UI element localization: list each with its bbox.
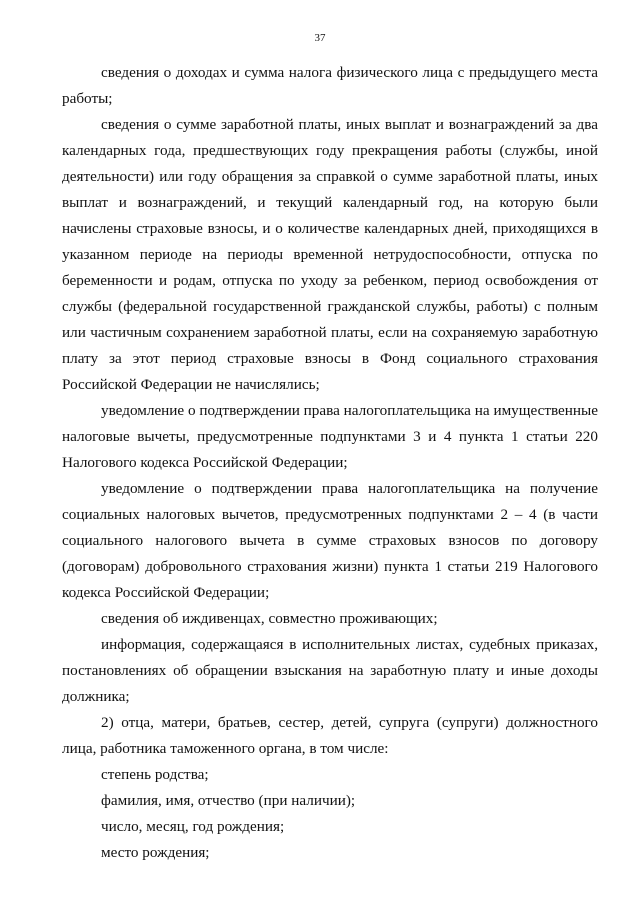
paragraph-birth-place: место рождения; [101, 844, 210, 861]
paragraph-birth-date: число, месяц, год рождения; [101, 818, 285, 835]
paragraph-property-deduction-notice: уведомление о подтверждении права налогоплательщика на имущественные налоговые вычеты, предусмотренные подпунктами 3 и 4 пункта 1 статьи 220 Налогового кодекса Российской Федерации; [62, 402, 598, 471]
paragraph-social-deduction-notice: уведомление о подтверждении права налогоплательщика на получение социальных налоговых вычетов, предусмотренных подпунктами 2 – 4 (в части социального налогового вычета в сумме страховых взносов по договору (договорам) добровольного страхования жизни) пункта 1 статьи 219 Налогового кодекса Российской Федерации; [62, 480, 598, 601]
document-body [62, 60, 598, 866]
paragraph-relatives-heading: 2) отца, матери, братьев, сестер, детей, супруга (супруги) должностного лица, работника таможенного органа, в том числе: [62, 714, 598, 757]
paragraph-enforcement-documents: информация, содержащаяся в исполнительных листах, судебных приказах, постановлениях об обращении взыскания на заработную плату и иные доходы должника; [62, 636, 598, 705]
paragraph-income-previous-job: сведения о доходах и сумма налога физического лица с предыдущего места работы; [62, 64, 598, 107]
paragraph-salary-information: сведения о сумме заработной платы, иных выплат и вознаграждений за два календарных года, предшествующих году прекращения работы (службы, иной деятельности) или году обращения за справкой о сумме заработной платы, иных выплат и вознаграждений, и текущий календарный год, на которую были начислены страховые взносы, и о количестве календарных дней, приходящихся в указанном периоде на периоды временной нетрудоспособности, отпуска по беременности и родам, отпуска по уходу за ребенком, период освобождения от службы (федеральной государственной гражданской службы, работы) с полным или частичным сохранением заработной платы, если на сохраняемую заработную плату за этот период страховые взносы в Фонд социального страхования Российской Федерации не начислялись; [62, 116, 598, 393]
paragraph-full-name: фамилия, имя, отчество (при наличии); [101, 792, 356, 809]
paragraph-degree-of-kinship: степень родства; [101, 766, 209, 783]
page-number: 37 [314, 32, 326, 44]
paragraph-dependents: сведения об иждивенцах, совместно проживающих; [101, 610, 438, 627]
